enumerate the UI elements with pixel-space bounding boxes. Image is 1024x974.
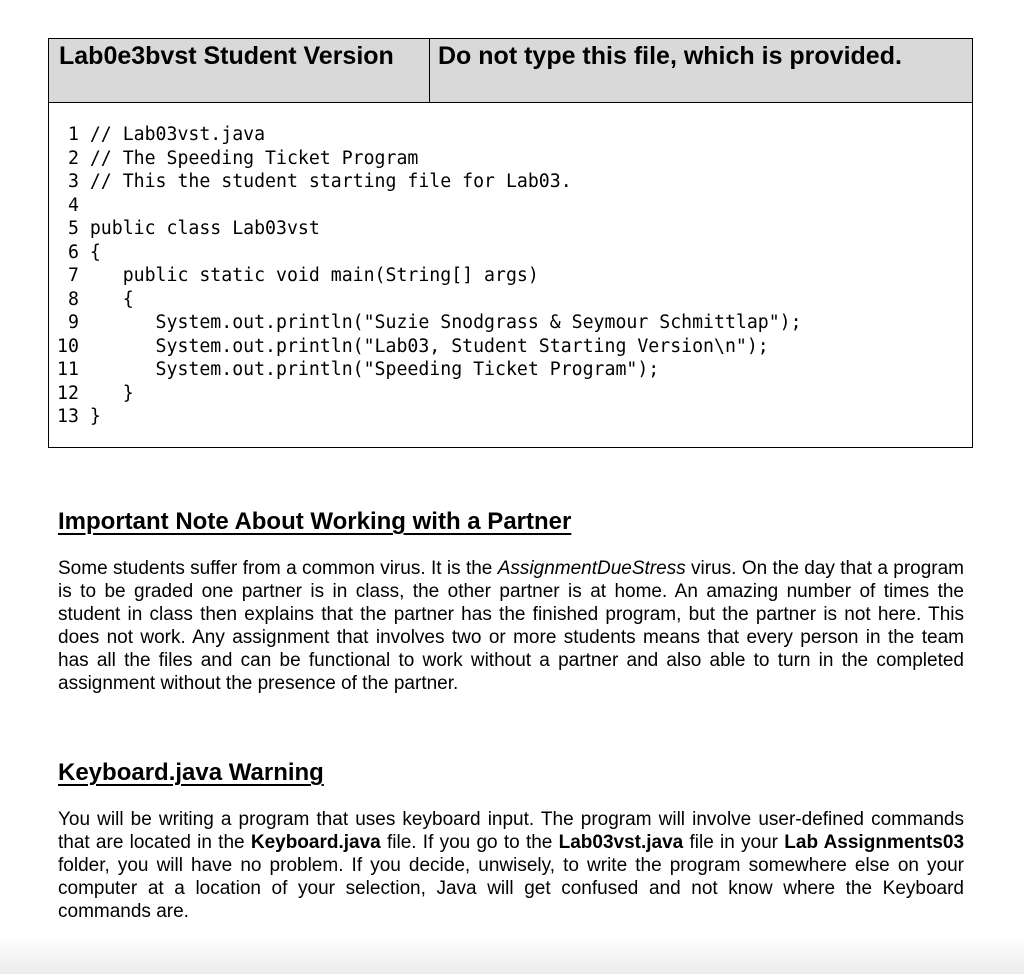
- partner-heading: Important Note About Working with a Partner: [58, 508, 572, 535]
- code-line: 3 // This the student starting file for Lab03.: [57, 171, 572, 192]
- code-line: 12 }: [57, 382, 134, 404]
- code-listing: [49, 103, 972, 447]
- keyboard-section: [58, 759, 964, 942]
- lab-file-table: [48, 38, 973, 448]
- code-line: 7 public static void main(String[] args): [57, 265, 539, 286]
- code-line: 1 // Lab03vst.java: [57, 124, 266, 145]
- lab-title: Lab0e3bvst Student Version: [49, 39, 430, 102]
- partner-section: [58, 508, 964, 714]
- partner-paragraph: Some students suffer from a common virus. It is the AssignmentDueStress virus. On the day that a program is to be graded one partner is in class, the other partner is at home. An amazing number of times the student in class then explains that the partner has the finished program, but the partner is not here. This does not work. Any assignment that involves two or more students means that every person in the team has all the files and can be functional to work without a partner and also able to turn in the completed assignment without the presence of the partner.: [58, 558, 965, 694]
- code-line: 11 System.out.println("Speeding Ticket Program");: [57, 359, 660, 380]
- page-bottom-shade: [0, 936, 1024, 974]
- code-line: 5 public class Lab03vst: [57, 218, 320, 239]
- keyboard-paragraph: You will be writing a program that uses keyboard input. The program will involve user-defined commands that are located in the Keyboard.java file. If you go to the Lab03vst.java file in your Lab Assignments03 folder, you will have no problem. If you decide, unwisely, to write the program somewhere else on your computer at a location of your selection, Java will get confused and not know where the Keyboard commands are.: [58, 809, 965, 922]
- code-line: 9 System.out.println("Suzie Snodgrass & Seymour Schmittlap");: [57, 312, 802, 333]
- lab-table-header: [49, 39, 972, 103]
- lab-notice: Do not type this file, which is provided.: [438, 42, 902, 70]
- code-line: 2 // The Speeding Ticket Program: [57, 147, 419, 169]
- keyboard-heading: Keyboard.java Warning: [58, 759, 324, 786]
- code-line: 4: [57, 194, 79, 216]
- code-line: 8 {: [57, 288, 134, 310]
- code-line: 10 System.out.println("Lab03, Student Starting Version\n");: [57, 335, 769, 357]
- code-line: 6 {: [57, 241, 101, 263]
- code-line: 13 }: [57, 406, 101, 427]
